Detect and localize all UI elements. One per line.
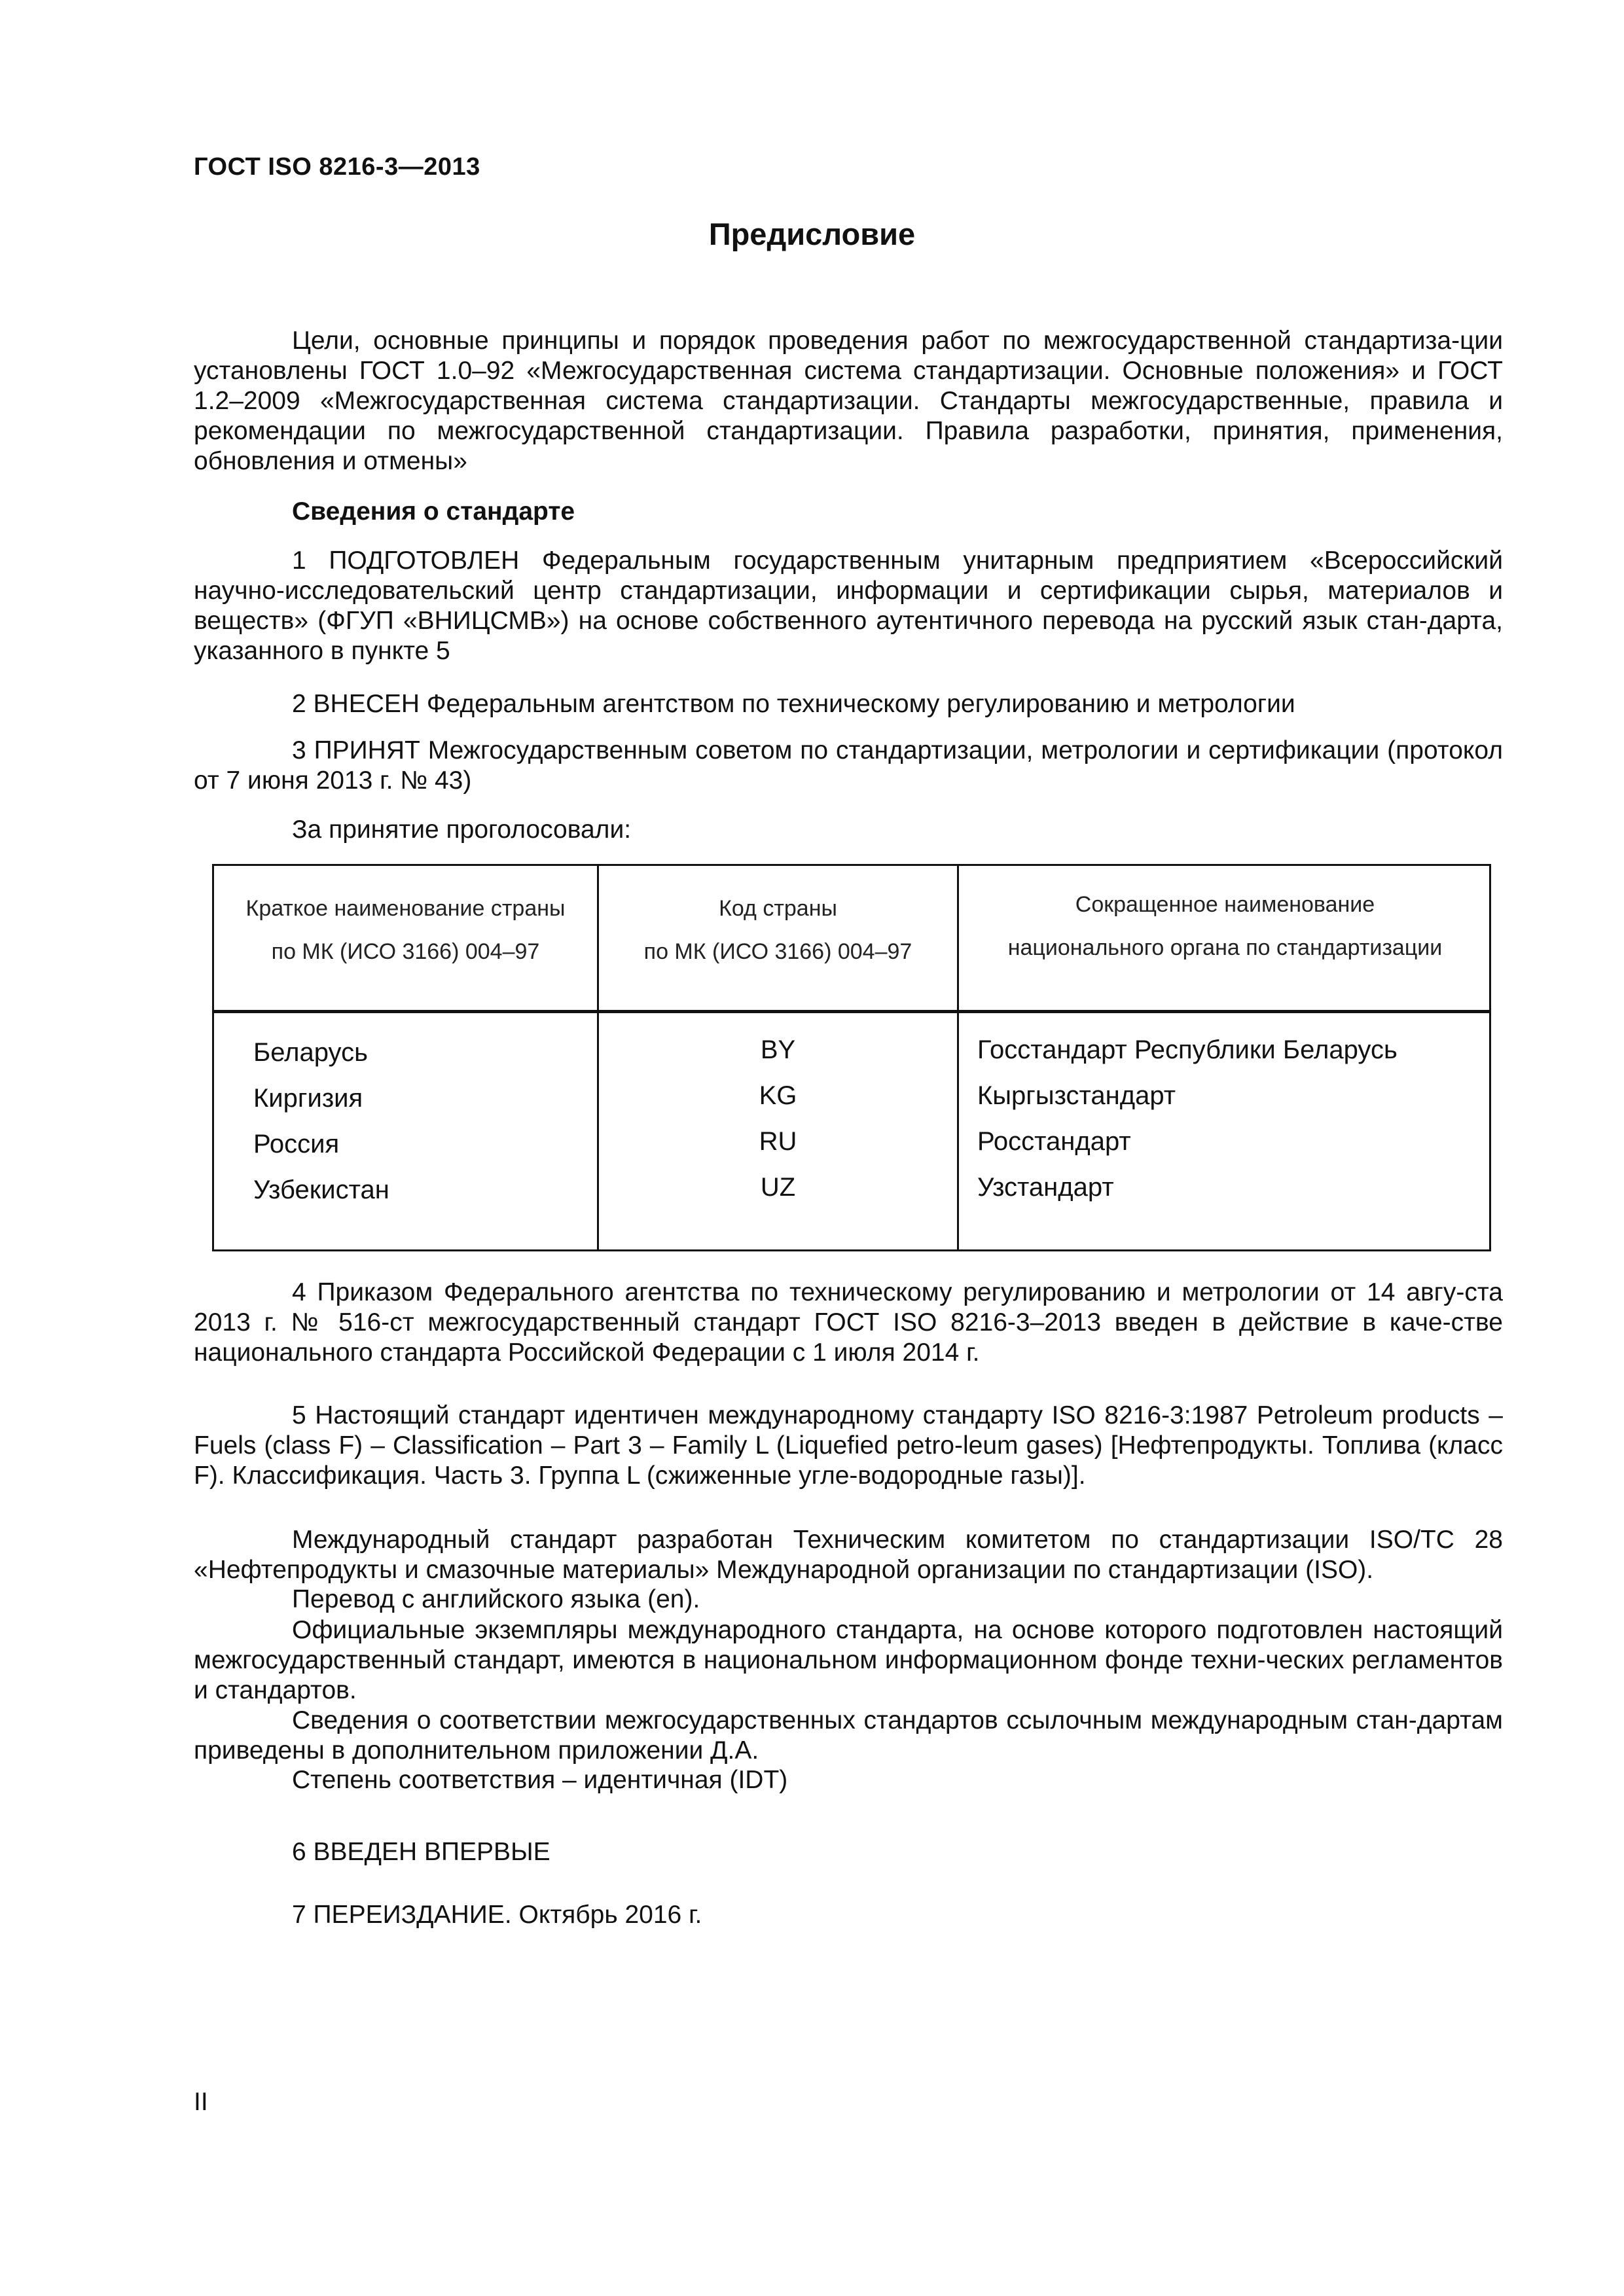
page-number: II xyxy=(194,2088,208,2116)
table-row: Кыргызстандарт xyxy=(977,1081,1176,1110)
table-cell-body xyxy=(977,1027,1398,1210)
table-row: Узстандарт xyxy=(977,1173,1114,1202)
table-row: Росстандарт xyxy=(977,1127,1131,1156)
item-7-paragraph: 7 ПЕРЕИЗДАНИЕ. Октябрь 2016 г. xyxy=(292,1901,702,1929)
table-header-body: Сокращенное наименование национального органа по стандартизации xyxy=(1007,892,1443,960)
standard-info-heading: Сведения о стандарте xyxy=(292,497,575,526)
voting-table xyxy=(212,864,1491,1251)
table-header-country: Краткое наименование страны по МК (ИСО 3166) 004–97 xyxy=(245,896,566,964)
item-3-paragraph: 3 ПРИНЯТ Межгосударственным советом по стандартизации, метрологии и сертификации (протокол от 7 июня 2013 г. № 43) xyxy=(194,736,1503,795)
item-5-developer: Международный стандарт разработан Техническим комитетом по стандартизации ISO/TC 28 «Нефтепродукты и смазочные материалы» Международной организации по стандартизации (ISO). xyxy=(194,1526,1503,1584)
item-5-copies: Официальные экземпляры международного стандарта, на основе которого подготовлен настоящий межгосударственный стандарт, имеются в национальном информационном фонде техни-ческих регламентов и стандартов. xyxy=(194,1616,1503,1704)
table-header-code: Код страны по МК (ИСО 3166) 004–97 xyxy=(643,896,912,964)
item-1-paragraph: 1 ПОДГОТОВЛЕН Федеральным государственным унитарным предприятием «Всероссийский научно-исследовательский центр стандартизации, информации и сертификации сырья, материалов и веществ» (ФГУП «ВНИЦСМВ») на основе собственного аутентичного перевода на русский язык стан-дарта, указанного в пункте 5 xyxy=(194,547,1503,665)
table-cell-country xyxy=(253,1030,389,1213)
table-row: UZ xyxy=(760,1173,796,1202)
item-2-paragraph: 2 ВНЕСЕН Федеральным агентством по техническому регулированию и метрологии xyxy=(292,690,1295,718)
item-5-references: Сведения о соответствии межгосударственных стандартов ссылочным международным стан-дартам приведены в дополнительном приложении Д.А. xyxy=(194,1706,1503,1765)
table-row: Госстандарт Республики Беларусь xyxy=(977,1035,1398,1064)
item-5-paragraph: 5 Настоящий стандарт идентичен международному стандарту ISO 8216-3:1987 Petroleum products – Fuels (class F) – Classification – Part 3 – Family L (Liquefied petro-leum gases) [Нефтепродукты. Топлива (класс F). Классификация. Часть 3. Группа L (сжиженные угле-водородные газы)]. xyxy=(194,1401,1503,1490)
intro-paragraph: Цели, основные принципы и порядок проведения работ по межгосударственной стандартиза-ции установлены ГОСТ 1.0–92 «Межгосударственная система стандартизации. Основные положения» и ГОСТ 1.2–2009 «Межгосударственная система стандартизации. Стандарты межгосударственные, правила и рекомендации по межгосударственной стандартизации. Правила разработки, принятия, применения, обновления и отмены» xyxy=(194,327,1503,475)
table-header-divider xyxy=(214,1010,1489,1013)
item-5-language: Перевод с английского языка (en). xyxy=(292,1585,700,1613)
table-row: Россия xyxy=(253,1130,340,1158)
item-6-paragraph: 6 ВВЕДЕН ВПЕРВЫЕ xyxy=(292,1838,550,1866)
table-row: RU xyxy=(759,1127,797,1156)
voted-label: За принятие проголосовали: xyxy=(292,816,632,844)
table-row: Беларусь xyxy=(253,1038,368,1067)
table-cell-code xyxy=(599,1027,957,1210)
document-code: ГОСТ ISO 8216-3—2013 xyxy=(194,153,480,181)
item-4-paragraph: 4 Приказом Федерального агентства по техническому регулированию и метрологии от 14 авгу-ста 2013 г. № 516-ст межгосударственный стандарт ГОСТ ISO 8216-3–2013 введен в действие в каче-стве национального стандарта Российской Федерации с 1 июля 2014 г. xyxy=(194,1278,1503,1367)
table-row: Киргизия xyxy=(253,1084,363,1113)
table-row: KG xyxy=(759,1081,797,1110)
item-5-degree: Степень соответствия – идентичная (IDT) xyxy=(292,1766,788,1794)
table-row: Узбекистан xyxy=(253,1175,389,1204)
page-title: Предисловие xyxy=(708,217,916,251)
table-row: BY xyxy=(760,1035,796,1064)
